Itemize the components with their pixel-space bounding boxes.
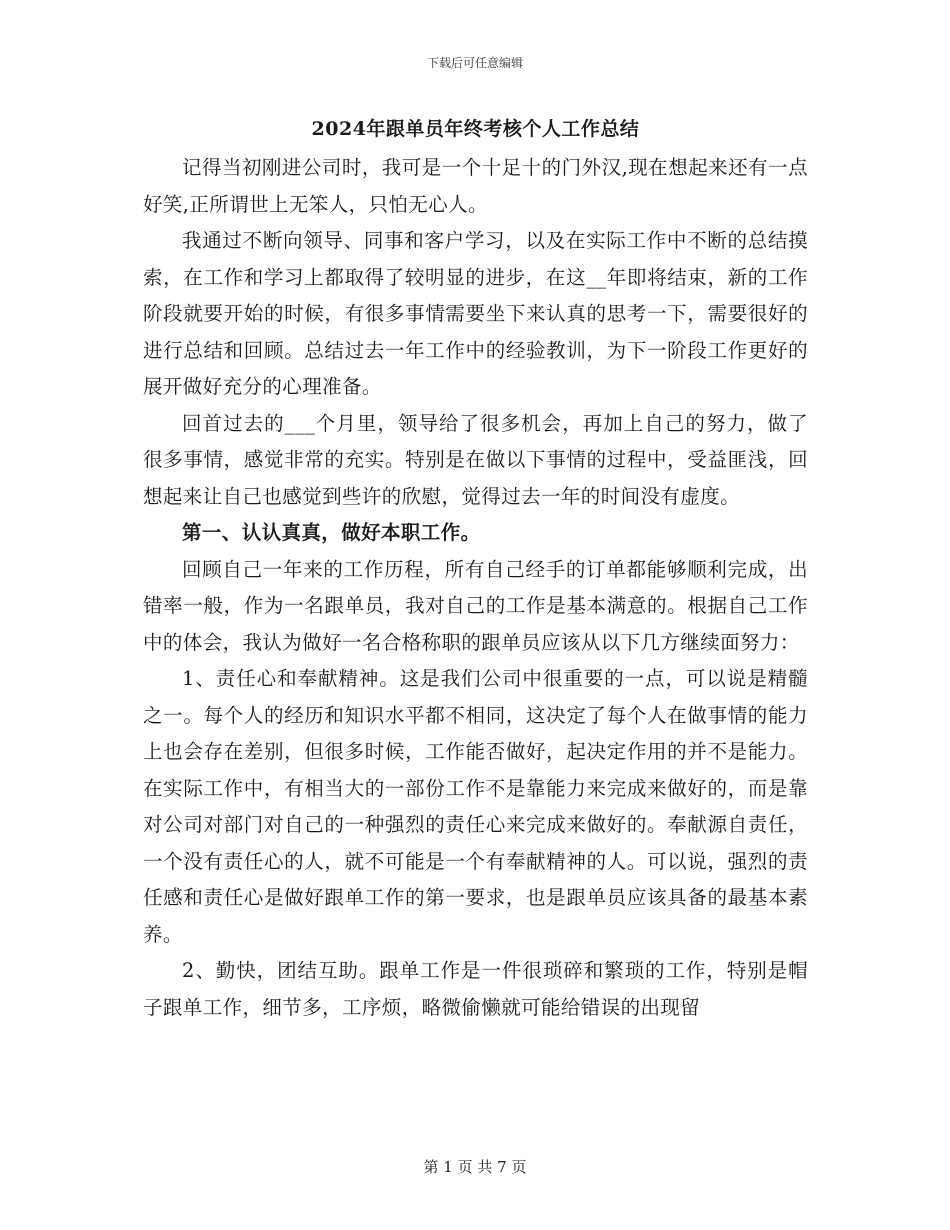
paragraph-intro: 记得当初刚进公司时，我可是一个十足十的门外汉,现在想起来还有一点好笑,正所谓世上无笨人，只怕无心人。 bbox=[143, 156, 808, 216]
paragraph-diligence: 2、勤快，团结互助。跟单工作是一件很琐碎和繁琐的工作，特别是帽子跟单工作，细节多，工序烦，略微偷懒就可能给错误的出现留 bbox=[143, 959, 808, 1019]
header-note: 下载后可任意编辑 bbox=[426, 56, 523, 70]
document-body bbox=[143, 114, 808, 1026]
paragraph-responsibility: 1、责任心和奉献精神。这是我们公司中很重要的一点，可以说是精髓之一。每个人的经历和知识水平都不相同，这决定了每个人在做事情的能力上也会存在差别，但很多时候，工作能否做好，起决定作用的并不是能力。在实际工作中，有相当大的一部份工作不是靠能力来完成来做好的，而是靠对公司对部门对自己的一种强烈的责任心来完成来做好的。奉献源自责任，一个没有责任心的人，就不可能是一个有奉献精神的人。可以说，强烈的责任感和责任心是做好跟单工作的第一要求，也是跟单员应该具备的最基本素养。 bbox=[143, 667, 808, 946]
page-number: 第 1 页 共 7 页 bbox=[423, 1158, 527, 1176]
section-heading-1: 第一、认认真真，做好本职工作。 bbox=[182, 521, 481, 544]
document-title: 2024年跟单员年终考核个人工作总结 bbox=[311, 118, 640, 140]
paragraph-review: 回首过去的___个月里，领导给了很多机会，再加上自己的努力，做了很多事情，感觉非常的充实。特别是在做以下事情的过程中，受益匪浅，回想起来让自己也感觉到些许的欣慰，觉得过去一年的时间没有虚度。 bbox=[143, 411, 808, 508]
paragraph-work-history: 回顾自己一年来的工作历程，所有自己经手的订单都能够顺利完成，出错率一般，作为一名跟单员，我对自己的工作是基本满意的。根据自己工作中的体会，我认为做好一名合格称职的跟单员应该从以下几方继续面努力： bbox=[143, 557, 808, 654]
paragraph-learning: 我通过不断向领导、同事和客户学习，以及在实际工作中不断的总结摸索，在工作和学习上都取得了较明显的进步，在这__年即将结束，新的工作阶段就要开始的时候，有很多事情需要坐下来认真的思考一下，需要很好的进行总结和回顾。总结过去一年工作中的经验教训，为下一阶段工作更好的展开做好充分的心理准备。 bbox=[143, 229, 808, 398]
